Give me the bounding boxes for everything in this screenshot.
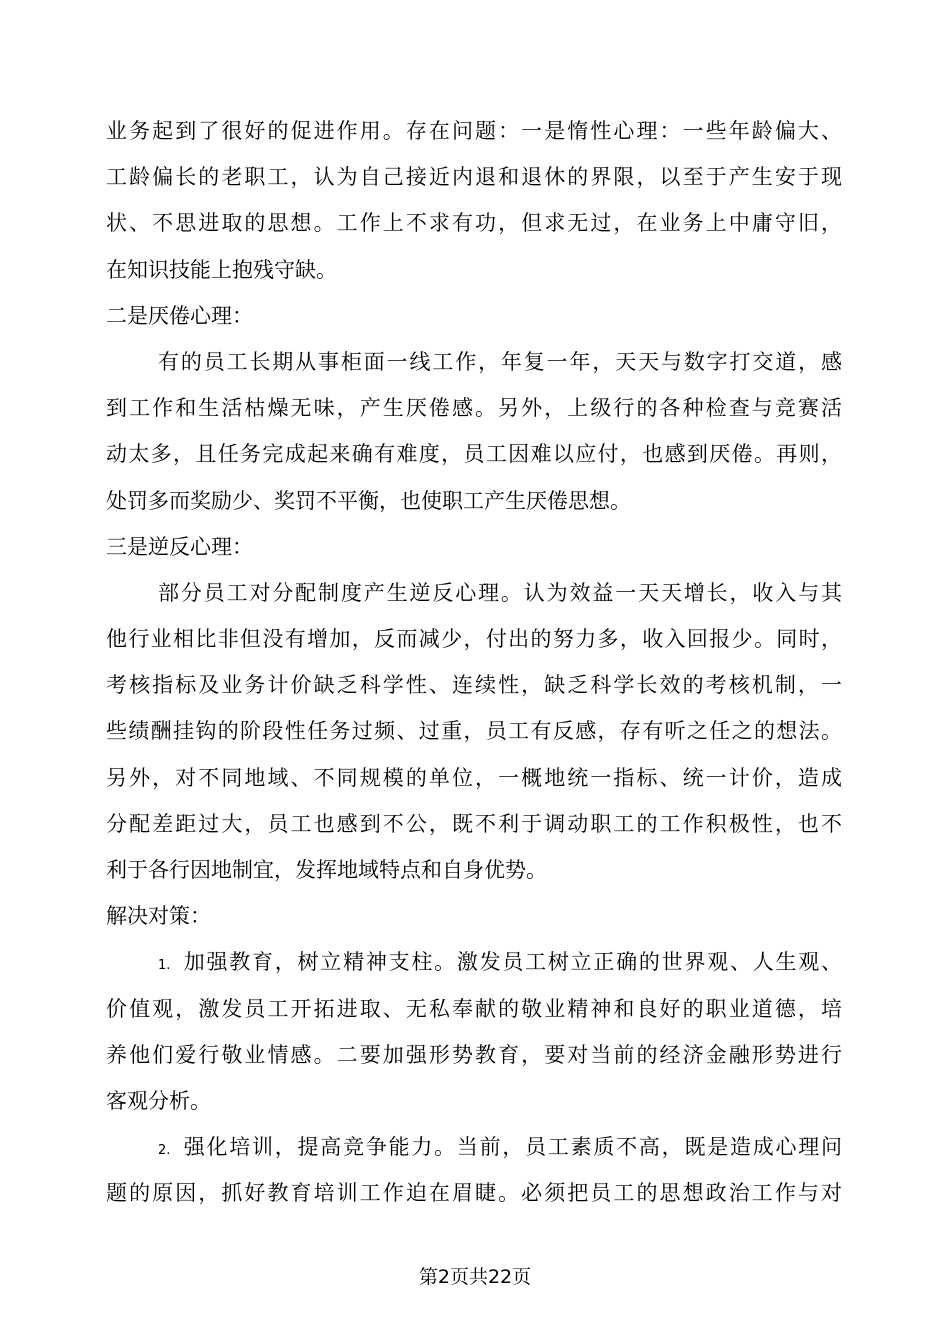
text-line: 利于各行因地制宜，发挥地域特点和自身优势。 <box>106 858 547 882</box>
text-line: 在知识技能上抱残守缺。 <box>106 257 337 282</box>
section-heading-solutions: 解决对策： <box>106 904 211 929</box>
list-number: 1. <box>158 958 171 974</box>
text-line: 他行业相比非但没有增加，反而减少，付出的努力多，收入回报少。同时， <box>106 627 842 652</box>
text-line: 分配差距过大，员工也感到不公，既不利于调动职工的工作积极性，也不 <box>106 811 842 836</box>
list-item-1 <box>106 939 842 985</box>
document-body <box>106 108 842 1217</box>
text-line: 价值观，激发员工开拓进取、无私奉献的敬业精神和良好的职业道德，培 <box>106 996 842 1021</box>
text-line: 处罚多而奖励少、奖罚不平衡，也使职工产生厌倦思想。 <box>106 488 631 513</box>
text-line: 另外，对不同地域、不同规模的单位，一概地统一指标、统一计价，造成 <box>106 765 842 790</box>
list-item-text: 加强教育，树立精神支柱。激发员工树立正确的世界观、人生观、 <box>182 950 842 975</box>
text-line: 些绩酬挂钩的阶段性任务过频、过重，员工有反感，存有听之任之的想法。 <box>106 719 842 744</box>
text-line: 有的员工长期从事柜面一线工作，年复一年，天天与数字打交道，感 <box>158 349 842 374</box>
page-number-footer: 第2页共22页 <box>418 1266 532 1288</box>
text-line: 考核指标及业务计价缺乏科学性、连续性，缺乏科学长效的考核机制，一 <box>106 673 842 698</box>
text-line: 状、不思进取的思想。工作上不求有功，但求无过，在业务上中庸守旧， <box>106 211 842 236</box>
section-heading-rebellion: 三是逆反心理： <box>106 534 253 559</box>
text-line: 题的原因，抓好教育培训工作迫在眉睫。必须把员工的思想政治工作与对 <box>106 1181 842 1206</box>
list-number: 2. <box>158 1143 171 1159</box>
text-line: 客观分析。 <box>106 1088 211 1113</box>
list-item-2 <box>106 1124 842 1170</box>
list-item-text: 强化培训，提高竞争能力。当前，员工素质不高，既是造成心理问 <box>182 1135 842 1160</box>
text-line: 工龄偏长的老职工，认为自己接近内退和退休的界限，以至于产生安于现 <box>106 165 842 190</box>
text-line: 养他们爱行敬业情感。二要加强形势教育，要对当前的经济金融形势进行 <box>106 1042 842 1067</box>
text-line: 部分员工对分配制度产生逆反心理。认为效益一天天增长，收入与其 <box>158 580 842 605</box>
text-line: 动太多，且任务完成起来确有难度，员工因难以应付，也感到厌倦。再则， <box>106 442 842 467</box>
section-heading-boredom: 二是厌倦心理： <box>106 303 253 328</box>
text-line: 业务起到了很好的促进作用。存在问题：一是惰性心理：一些年龄偏大、 <box>106 119 842 143</box>
text-line: 到工作和生活枯燥无味，产生厌倦感。另外，上级行的各种检查与竞赛活 <box>106 396 842 421</box>
